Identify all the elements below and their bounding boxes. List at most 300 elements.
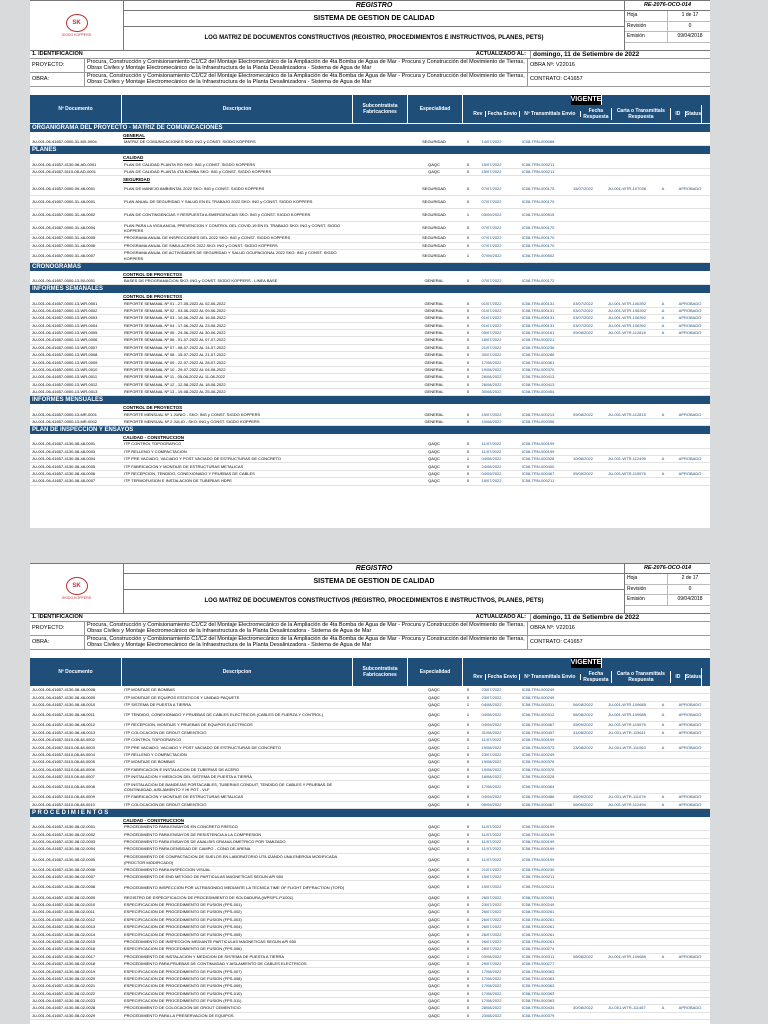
table-row bbox=[30, 894, 710, 901]
fecha-respuesta bbox=[568, 831, 598, 837]
carta-respuesta bbox=[598, 839, 656, 845]
table-row bbox=[30, 998, 710, 1005]
table-row bbox=[30, 209, 710, 222]
table-row bbox=[30, 839, 710, 846]
transmittal-envio: IC58-TRN-000363 bbox=[521, 998, 555, 1004]
vigente-label: VIGENTE bbox=[570, 659, 602, 666]
response-id bbox=[656, 367, 670, 373]
response-id: A bbox=[661, 729, 665, 735]
revision: 0 bbox=[466, 729, 470, 735]
carta-respuesta bbox=[598, 139, 656, 145]
description: ITP MONTAJE DE EQUIPOS ESTATICOS Y UNIDAD PAQUETE bbox=[124, 694, 240, 700]
revision-value: 0 bbox=[667, 22, 710, 32]
status bbox=[670, 831, 710, 837]
doc-number: JU-001-06-41657-0000-13-50-0001 bbox=[32, 278, 96, 284]
especialidad: GENERAL bbox=[424, 352, 444, 358]
table-row bbox=[30, 781, 710, 794]
description: ITP TERMOFUSION E INSTALACION DE TUBERIAS HDPE bbox=[124, 478, 232, 484]
fecha-respuesta bbox=[568, 382, 598, 388]
revision: 0 bbox=[466, 968, 470, 974]
status bbox=[670, 209, 710, 221]
especialidad: QAQC bbox=[428, 983, 440, 989]
revision: 0 bbox=[466, 766, 470, 772]
status: APROBADO bbox=[678, 307, 702, 313]
subsection-label: GENERAL bbox=[123, 133, 146, 138]
carta-respuesta bbox=[598, 278, 656, 284]
carta-respuesta bbox=[598, 824, 656, 830]
section-header: INFORMES MENSUALES bbox=[30, 396, 710, 404]
revision: 0 bbox=[466, 344, 470, 350]
status bbox=[670, 767, 710, 773]
status bbox=[670, 441, 710, 447]
response-id bbox=[656, 902, 670, 908]
subcontratista bbox=[353, 961, 407, 967]
col-desc: Descripcion bbox=[122, 95, 353, 123]
especialidad: QAQC bbox=[428, 759, 440, 765]
transmittal-envio: IC58-TRN-000286 bbox=[521, 352, 555, 358]
status: APROBADO bbox=[678, 300, 702, 306]
fecha-envio: 06/09/2022 bbox=[481, 801, 502, 807]
company-logo bbox=[30, 1, 124, 50]
hoja-label: Hoja bbox=[627, 12, 638, 18]
status bbox=[670, 991, 710, 997]
carta-respuesta bbox=[598, 1013, 656, 1019]
subcontratista bbox=[353, 846, 407, 852]
description: ITP COLOCACION DE GROUT CEMENTICIO bbox=[124, 801, 207, 807]
document-page-2 bbox=[30, 563, 710, 1024]
description: REPORTE SEMANAL Nº 11 - 05-08-2022 AL 11-08-2022 bbox=[124, 374, 225, 380]
fecha-respuesta bbox=[568, 737, 598, 743]
fecha-envio: 04/09/2022 bbox=[481, 470, 502, 476]
table-row bbox=[30, 308, 710, 315]
especialidad: QAQC bbox=[428, 774, 440, 780]
subcontratista bbox=[353, 222, 407, 234]
fecha-respuesta bbox=[568, 867, 598, 873]
carta-respuesta bbox=[598, 991, 656, 997]
response-id bbox=[656, 924, 670, 930]
especialidad: QAQC bbox=[428, 441, 440, 447]
subcontratista bbox=[353, 471, 407, 477]
fecha-respuesta bbox=[568, 824, 598, 830]
transmittal-envio: IC58-TRN-000467 bbox=[521, 801, 555, 807]
especialidad: QAQC bbox=[428, 968, 440, 974]
transmittal-envio: IC58-TRN-000311 bbox=[521, 953, 555, 959]
especialidad: GENERAL bbox=[424, 344, 444, 350]
response-id bbox=[656, 867, 670, 873]
description: REPORTE SEMANAL Nº 01 - 27-05-2022 AL 02-06-2022 bbox=[124, 300, 226, 306]
revision: 0 bbox=[466, 337, 470, 343]
response-id bbox=[656, 752, 670, 758]
description: PROGRAMA ANUAL DE INSPECCIONES DEL 2022 SKO: ING y CONST. SIGDO KOPPERS bbox=[124, 235, 291, 241]
subcontratista bbox=[353, 209, 407, 221]
fecha-envio: 04/08/2022 bbox=[481, 456, 502, 462]
document-list bbox=[30, 687, 710, 1020]
revision-label: Revisión bbox=[627, 585, 647, 592]
doc-number: JU-001-06-41657-5110-08-48-0009 bbox=[32, 794, 95, 800]
table-row bbox=[30, 169, 710, 176]
table-row bbox=[30, 161, 710, 168]
document-page-1 bbox=[30, 0, 710, 528]
response-id: A bbox=[661, 953, 665, 959]
subcontratista bbox=[353, 382, 407, 388]
subcontratista bbox=[353, 323, 407, 329]
fecha-respuesta bbox=[568, 278, 598, 284]
revision: 1 bbox=[466, 456, 470, 462]
response-id bbox=[656, 991, 670, 997]
subcontratista bbox=[353, 881, 407, 893]
especialidad: QAQC bbox=[428, 722, 440, 728]
especialidad: QAQC bbox=[428, 924, 440, 930]
fecha-respuesta: 30/08/2022 bbox=[572, 1005, 594, 1011]
especialidad: QAQC bbox=[428, 801, 440, 807]
status bbox=[670, 1013, 710, 1019]
form-code: RE-2076-OCO-014 bbox=[625, 564, 710, 574]
fecha-respuesta bbox=[568, 983, 598, 989]
subsection-header bbox=[30, 271, 710, 278]
especialidad: QAQC bbox=[428, 975, 440, 981]
fecha-envio: 15/07/2022 bbox=[481, 884, 502, 890]
doc-number: JU-001-06-41657-4130-08-48-0008 bbox=[32, 687, 96, 693]
transmittal-envio: IC58-TRN-000170 bbox=[521, 242, 555, 248]
revision: 0 bbox=[466, 909, 470, 915]
carta-respuesta bbox=[598, 752, 656, 758]
col-rev: Rev bbox=[471, 674, 486, 680]
status bbox=[670, 161, 710, 167]
carta-respuesta bbox=[598, 846, 656, 852]
fecha-respuesta bbox=[568, 917, 598, 923]
transmittal-envio: IC58-TRN-000199 bbox=[521, 856, 555, 862]
table-row bbox=[30, 1013, 710, 1020]
response-id: A bbox=[661, 411, 665, 417]
carta-respuesta bbox=[598, 939, 656, 945]
subcontratista bbox=[353, 1005, 407, 1011]
doc-number: JU-001-06-41657-4130-08-48-0010 bbox=[32, 701, 96, 707]
doc-number: JU-001-06-41657-4130-08-02-0009 bbox=[32, 894, 96, 900]
revision: 0 bbox=[466, 367, 470, 373]
transmittal-envio: IC58-TRN-000175 bbox=[521, 186, 555, 192]
document-title: LOG MATRIZ DE DOCUMENTOS CONSTRUCTIVOS (REGISTRO, PROCEDIMIENTOS E INSTRUCTIVOS, PLANES, PETS) bbox=[204, 598, 544, 604]
table-row bbox=[30, 456, 710, 463]
doc-number: JU-001-06-41657-0000-31-MX-0004 bbox=[32, 139, 97, 145]
transmittal-envio: IC58-TRN-000249 bbox=[521, 687, 555, 693]
col-fecha-resp: Fecha Respuesta bbox=[581, 671, 612, 683]
fecha-envio: 26/07/2022 bbox=[481, 894, 502, 900]
revision: 0 bbox=[466, 998, 470, 1004]
carta-respuesta bbox=[598, 169, 656, 175]
response-id bbox=[656, 441, 670, 447]
fecha-envio: 23/07/2022 bbox=[481, 687, 502, 693]
description: ITP CONTROL TOPOGRAFICO bbox=[124, 441, 182, 447]
obra-number: OBRA Nº: V22016 bbox=[527, 622, 710, 635]
doc-number: JU-001-06-41657-0000-13-WR-0012 bbox=[32, 381, 98, 387]
table-row bbox=[30, 831, 710, 838]
transmittal-envio: IC58-TRN-000261 bbox=[521, 924, 555, 930]
subcontratista bbox=[353, 824, 407, 830]
revision: 0 bbox=[466, 225, 470, 231]
actualizado-value: domingo, 11 de Setiembre de 2022 bbox=[530, 614, 710, 621]
status bbox=[670, 243, 710, 249]
fecha-envio: 19/08/2022 bbox=[481, 759, 502, 765]
contrato-number: CONTRATO: C41657 bbox=[527, 636, 710, 649]
table-row bbox=[30, 961, 710, 968]
fecha-envio: 01/07/2022 bbox=[481, 307, 502, 313]
description: REPORTE SEMANAL Nº 07 - 08-07-2022 AL 14-07-2022 bbox=[124, 344, 226, 350]
table-row bbox=[30, 345, 710, 352]
table-row bbox=[30, 730, 710, 737]
fecha-respuesta bbox=[568, 939, 598, 945]
especialidad: GENERAL bbox=[424, 411, 444, 417]
description: REGISTRO DE ESPECIFICACION DE PROCEDIMIENTO DE SOLDADURA (WPS/P1-P1/001) bbox=[124, 894, 294, 900]
carta-respuesta bbox=[598, 909, 656, 915]
response-id: A bbox=[661, 330, 665, 336]
ident-section-title: 1. IDENTIFICACION bbox=[32, 51, 83, 57]
description: ESPECIFICACION DE PROCEDIMIENTO DE FUSION (FPS-003) bbox=[124, 916, 242, 922]
table-row bbox=[30, 968, 710, 975]
transmittal-envio: IC58-TRN-000249 bbox=[521, 902, 555, 907]
doc-number: JU-001-06-41657-4130-08-02-0001 bbox=[32, 824, 96, 830]
description: PLAN DE MANEJO AMBIENTAL 2022 SKO: ING y CONST. SIGDO KOPPERS bbox=[124, 186, 265, 192]
subcontratista bbox=[353, 345, 407, 351]
transmittal-envio: IC58-TRN-000249 bbox=[521, 751, 555, 757]
doc-number: JU-001-06-41657-4130-08-02-0011 bbox=[32, 909, 95, 915]
status: APROBADO bbox=[678, 953, 702, 959]
table-row bbox=[30, 235, 710, 242]
doc-number: JU-001-06-41657-0000-31-48-0007 bbox=[32, 252, 96, 258]
doc-number: JU-001-06-41657-4130-08-02-0021 bbox=[32, 983, 96, 989]
status bbox=[670, 337, 710, 343]
description: PROGRAMA ANUAL DE SIMULACROS 2022 SKO: ING y CONST. SIGDO KOPPERS bbox=[124, 242, 278, 248]
response-id bbox=[656, 854, 670, 866]
fecha-respuesta bbox=[568, 337, 598, 343]
especialidad: QAQC bbox=[428, 1012, 440, 1018]
description: PROCEDIMIENTO PARA ENSAYOS DE ANALISIS GRANULOMETRICO POR TAMIZADO bbox=[124, 839, 286, 845]
subcontratista bbox=[353, 330, 407, 336]
table-row bbox=[30, 411, 710, 418]
fecha-envio: 17/08/2022 bbox=[481, 990, 502, 996]
subcontratista bbox=[353, 359, 407, 365]
table-row bbox=[30, 709, 710, 722]
fecha-respuesta bbox=[568, 345, 598, 351]
status bbox=[670, 931, 710, 937]
especialidad: QAQC bbox=[428, 737, 440, 743]
transmittal-envio: IC58-TRN-000363 bbox=[521, 983, 555, 989]
carta-respuesta: JU-001-WTR-111063 bbox=[608, 744, 646, 750]
fecha-envio: 11/07/2022 bbox=[481, 831, 502, 837]
transmittal-envio: IC58-TRN-000277 bbox=[521, 961, 555, 967]
fecha-respuesta bbox=[568, 846, 598, 852]
transmittal-envio: IC58-TRN-000370 bbox=[521, 367, 555, 373]
fecha-respuesta bbox=[568, 1013, 598, 1019]
status bbox=[670, 463, 710, 469]
col-esp: Especialidad bbox=[408, 658, 463, 686]
description: ITP TENDIDO, CONEXIONADO Y PRUEBAS DE CABLES ELECTRICOS (CABLES DE FUERZA Y CONTROL) bbox=[124, 712, 323, 718]
fecha-respuesta bbox=[568, 781, 598, 793]
response-id bbox=[656, 824, 670, 830]
especialidad: QAQC bbox=[428, 456, 440, 462]
description: ESPECIFICACION DE PROCEDIMIENTO DE FUSION (FPS-001) bbox=[124, 902, 242, 907]
subcontratista bbox=[353, 752, 407, 758]
subcontratista bbox=[353, 161, 407, 167]
company-logo bbox=[30, 564, 124, 613]
carta-respuesta bbox=[598, 854, 656, 866]
fecha-envio: 07/07/2022 bbox=[481, 186, 502, 192]
especialidad: GENERAL bbox=[424, 337, 444, 343]
fecha-respuesta bbox=[568, 924, 598, 930]
especialidad: QAQC bbox=[428, 946, 440, 952]
subcontratista bbox=[353, 839, 407, 845]
fecha-respuesta bbox=[568, 946, 598, 952]
status bbox=[670, 874, 710, 880]
emision-value: 09/04/2018 bbox=[667, 32, 710, 42]
status bbox=[670, 250, 710, 262]
table-row bbox=[30, 367, 710, 374]
transmittal-envio: IC58-TRN-000413 bbox=[521, 381, 555, 387]
fecha-envio: 11/07/2022 bbox=[481, 856, 502, 862]
fecha-envio: 30/07/2022 bbox=[481, 352, 502, 358]
revision: 0 bbox=[466, 824, 470, 830]
col-id: ID bbox=[671, 674, 686, 680]
fecha-respuesta bbox=[568, 759, 598, 765]
fecha-respuesta bbox=[568, 449, 598, 455]
carta-respuesta bbox=[598, 367, 656, 373]
transmittal-envio: IC58-TRN-000170 bbox=[521, 199, 555, 205]
especialidad: QAQC bbox=[428, 794, 440, 800]
revision: 0 bbox=[466, 916, 470, 922]
doc-number: JU-001-06-41657-4130-08-02-0028 bbox=[32, 1005, 96, 1011]
doc-number: JU-001-06-41657-4130-08-02-0022 bbox=[32, 990, 96, 996]
transmittal-envio: IC58-TRN-000274 bbox=[521, 946, 555, 952]
description: ITP MONTAJE DE BOMBAS bbox=[124, 759, 175, 765]
fecha-envio: 30/08/2022 bbox=[481, 389, 502, 395]
status bbox=[670, 774, 710, 780]
revision: 0 bbox=[466, 866, 470, 872]
actualizado-value: domingo, 11 de Setiembre de 2022 bbox=[530, 51, 710, 58]
col-transmittal: Nº Transmittals Envio bbox=[520, 674, 581, 680]
transmittal-envio: IC58-TRN-000088 bbox=[521, 139, 555, 145]
fecha-respuesta bbox=[568, 250, 598, 262]
fecha-respuesta bbox=[568, 441, 598, 447]
fecha-respuesta bbox=[568, 854, 598, 866]
fecha-envio: 21/07/2022 bbox=[481, 866, 502, 872]
revision: 0 bbox=[466, 330, 470, 336]
response-id bbox=[656, 759, 670, 765]
fecha-envio: 21/07/2022 bbox=[481, 344, 502, 350]
doc-number: JU-001-06-41657-5110-08-48-0002 bbox=[32, 737, 95, 743]
section-header: INFORMES SEMANALES bbox=[30, 285, 710, 293]
transmittal-envio: IC58-TRN-000311 bbox=[521, 701, 555, 707]
fecha-respuesta: 15/07/2022 bbox=[572, 186, 594, 192]
table-row bbox=[30, 802, 710, 809]
revision: 0 bbox=[466, 737, 470, 743]
carta-respuesta bbox=[598, 352, 656, 358]
carta-respuesta bbox=[598, 161, 656, 167]
description: ITP FABRICACION E INSTALACION DE TUBERIAS DE ACERO bbox=[124, 766, 240, 772]
vigente-group bbox=[463, 658, 710, 686]
description: PROCEDIMIENTO PARA LA PRESERVACION DE EQUIPOS bbox=[124, 1012, 234, 1018]
col-sub: Subcontratista Fabricaciones bbox=[353, 658, 408, 686]
table-row bbox=[30, 931, 710, 938]
especialidad: GENERAL bbox=[424, 278, 444, 284]
subcontratista bbox=[353, 243, 407, 249]
fecha-envio: 11/07/2022 bbox=[481, 824, 502, 830]
carta-respuesta: JU-001-WTR-115976 bbox=[608, 722, 646, 728]
subcontratista bbox=[353, 737, 407, 743]
carta-respuesta bbox=[598, 449, 656, 455]
fecha-respuesta: 05/09/2022 bbox=[572, 470, 594, 476]
fecha-respuesta: 05/09/2022 bbox=[572, 722, 594, 728]
fecha-respuesta: 03/07/2022 bbox=[572, 307, 594, 313]
fecha-envio: 18/07/2022 bbox=[481, 337, 502, 343]
registro-label: REGISTRO bbox=[123, 564, 625, 574]
fecha-envio: 04/08/2022 bbox=[481, 701, 502, 707]
fecha-envio: 14/07/2022 bbox=[481, 139, 502, 145]
description: PROGRAMA ANUAL DE ACTIVIDADES DE SEGURIDAD Y SALUD OCUPACIONAL 2022 SKO: ING y CONST. SIGDO KOPPERS bbox=[124, 250, 337, 261]
fecha-respuesta bbox=[568, 374, 598, 380]
doc-number: JU-001-06-41657-0000-13-WR-0007 bbox=[32, 344, 98, 350]
fecha-envio: 23/07/2022 bbox=[481, 902, 502, 907]
col-id: ID bbox=[671, 111, 686, 117]
fecha-envio: 17/08/2022 bbox=[481, 975, 502, 981]
transmittal-envio: IC58-TRN-000373 bbox=[521, 744, 555, 750]
transmittal-envio: IC58-TRN-000172 bbox=[521, 278, 555, 284]
transmittal-envio: IC58-TRN-000199 bbox=[521, 846, 555, 852]
doc-number: JU-001-06-41657-0000-13-MR-0002 bbox=[32, 419, 97, 424]
obra-number: OBRA Nº: V22016 bbox=[527, 59, 710, 72]
status bbox=[670, 449, 710, 455]
revision: 1 bbox=[466, 744, 470, 750]
actualizado-label: ACTUALIZADO AL: bbox=[475, 614, 526, 620]
status bbox=[670, 909, 710, 915]
response-id: A bbox=[661, 315, 665, 321]
status bbox=[670, 419, 710, 425]
transmittal-envio: IC58-TRN-000199 bbox=[521, 839, 555, 845]
transmittal-envio: IC58-TRN-000131 bbox=[521, 307, 555, 313]
subcontratista bbox=[353, 976, 407, 982]
doc-number: JU-001-06-41657-5110-08-48-0006 bbox=[32, 766, 95, 772]
doc-number: JU-001-06-41657-0000-13-MR-0001 bbox=[32, 411, 97, 417]
carta-respuesta bbox=[598, 774, 656, 780]
doc-number: JU-001-06-41657-0000-13-WR-0002 bbox=[32, 307, 98, 313]
subcontratista bbox=[353, 702, 407, 708]
fecha-respuesta: 03/07/2022 bbox=[572, 300, 594, 306]
fecha-envio: 28/07/2022 bbox=[481, 946, 502, 952]
transmittal-envio: IC58-TRN-000261 bbox=[521, 916, 555, 922]
response-id: A bbox=[661, 801, 665, 807]
table-row bbox=[30, 874, 710, 881]
carta-respuesta bbox=[598, 894, 656, 900]
fecha-envio: 07/09/2022 bbox=[481, 252, 502, 258]
table-row bbox=[30, 794, 710, 801]
table-row bbox=[30, 854, 710, 867]
especialidad: GENERAL bbox=[424, 315, 444, 321]
subsection-label: CONTROL DE PROYECTOS bbox=[123, 294, 183, 300]
carta-respuesta: JU-001-WTR-112816 bbox=[608, 330, 646, 336]
subcontratista bbox=[353, 389, 407, 395]
response-id bbox=[656, 881, 670, 893]
response-id: A bbox=[661, 744, 665, 750]
doc-number: JU-001-06-41657-0000-09-48-0001 bbox=[32, 186, 96, 192]
transmittal-envio: IC58-TRN-000363 bbox=[521, 975, 555, 981]
transmittal-envio: IC58-TRN-000199 bbox=[521, 448, 555, 454]
especialidad: QAQC bbox=[428, 938, 440, 944]
subcontratista bbox=[353, 802, 407, 808]
status bbox=[670, 222, 710, 234]
status: APROBADO bbox=[678, 470, 702, 476]
table-row bbox=[30, 917, 710, 924]
table-row bbox=[30, 139, 710, 146]
fecha-respuesta: 06/08/2022 bbox=[572, 712, 594, 718]
response-id bbox=[656, 694, 670, 700]
